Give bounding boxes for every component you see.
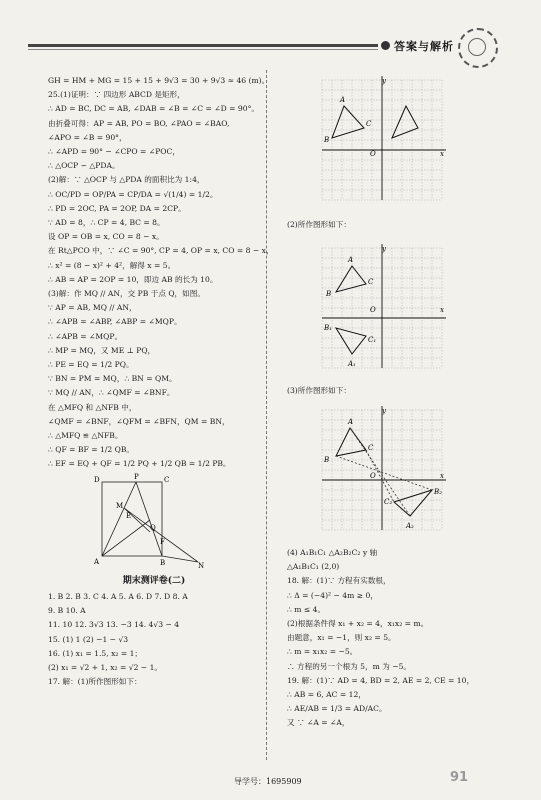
grid2-label: A₁ bbox=[348, 360, 356, 368]
grid3-label: C bbox=[368, 444, 374, 452]
grid3-label: O bbox=[370, 472, 376, 480]
text-line: ∠APO = ∠B = 90°， bbox=[48, 132, 127, 142]
grid2-label: x bbox=[440, 306, 444, 314]
text-line: ∴ AB = 6, AC = 12， bbox=[287, 690, 366, 700]
grid3-label: x bbox=[440, 472, 444, 480]
text-line: ∴ Δ = (−4)² − 4m ≥ 0， bbox=[287, 590, 378, 600]
fig25-label: Q bbox=[150, 524, 156, 532]
grid-2-lines bbox=[322, 244, 446, 368]
text-line: △A₁B₁C₁ (2,0) bbox=[287, 562, 340, 572]
text-line: 9. B 10. A bbox=[48, 606, 86, 616]
text-line: ∴ OC/PD = OP/PA = CP/DA = √(1/4) = 1/2。 bbox=[48, 189, 218, 199]
grid2-label: O bbox=[370, 306, 376, 314]
grid2-label: C₁ bbox=[368, 336, 377, 344]
text-line: ∴ PE = EQ = 1/2 PQ。 bbox=[48, 360, 134, 370]
text-line: ∵ MQ // AN，∴ ∠QMF = ∠BNF。 bbox=[48, 388, 175, 398]
fig25-label: E bbox=[126, 512, 132, 520]
text-line: ∴ MP = MQ，又 ME ⊥ PQ， bbox=[48, 345, 156, 355]
text-line: ∴ △OCP ∽ △PDA。 bbox=[48, 161, 120, 171]
text-line: (2)解：∵ △OCP 与 △PDA 的面积比为 1:4， bbox=[48, 175, 205, 185]
text-line: ∴ 方程的另一个根为 5，m 为 −5。 bbox=[287, 661, 412, 671]
fig25-diagram bbox=[88, 472, 208, 568]
text-line: ∵ AD = 8，∴ CP = 4, BC = 8。 bbox=[48, 218, 165, 228]
text-line: ∴ EF = EQ + QF = 1/2 PQ + 1/2 QB = 1/2 PB。 bbox=[48, 459, 231, 469]
text-line: GH = HM + MG = 15 + 15 + 9√3 = 30 + 9√3 ≈ 46 (m)。 bbox=[48, 76, 270, 85]
flower-logo-center-icon bbox=[468, 38, 486, 56]
footer-guide-number: 导学号：1695909 bbox=[234, 777, 302, 786]
text-line: 由折叠可得：AP = AB, PO = BO, ∠PAO = ∠BAO, bbox=[48, 118, 230, 128]
text-line: ∵ BN = PM = MQ，∴ BN = QM。 bbox=[48, 374, 177, 384]
grid1-label: y bbox=[382, 77, 386, 85]
grid3-label: A bbox=[348, 418, 354, 426]
text-line: 设 OP = OB = x, CO = 8 − x。 bbox=[48, 232, 164, 242]
text-line: 1. B 2. B 3. C 4. A 5. A 6. D 7. D 8. A bbox=[48, 591, 188, 601]
text-line: ∴ QF = BF = 1/2 QB。 bbox=[48, 445, 135, 455]
header-bullet-icon bbox=[381, 41, 390, 50]
fig25-line-bn bbox=[162, 556, 198, 562]
fig25-label: F bbox=[160, 538, 165, 546]
triangle-a1b1c1 bbox=[336, 328, 366, 354]
fig25-line-pb bbox=[136, 482, 162, 556]
grid3-label: C₂ bbox=[384, 498, 393, 506]
text-line: (2)根据条件得 x₁ + x₂ = 4，x₁x₂ = m。 bbox=[287, 619, 429, 629]
right-lines-rest bbox=[287, 546, 507, 731]
text-line: ∴ ∠APB = ∠MQP。 bbox=[48, 331, 123, 341]
fig25-label: N bbox=[198, 562, 205, 568]
header-rule bbox=[28, 44, 378, 47]
text-line: 11. 10 12. 3√3 13. −3 14. 4√3 − 4 bbox=[48, 620, 180, 630]
fig25-label: D bbox=[94, 476, 100, 484]
text-line: ∴ AE/AB = 1/3 = AD/AC。 bbox=[287, 704, 387, 714]
fig25-label: B bbox=[160, 559, 166, 567]
text-line: 又 ∵ ∠A = ∠A， bbox=[287, 718, 350, 728]
grid1-label: B bbox=[324, 136, 330, 144]
grid3-label: B bbox=[324, 456, 330, 464]
text-line: ∴ PD = 2OC, PA = 2OP, DA = 2CP。 bbox=[48, 203, 186, 213]
text-line: (4) A₁B₁C₁ △A₂B₂C₂ y 轴 bbox=[287, 548, 378, 557]
page-number: 91 bbox=[450, 770, 469, 785]
text-line: (2) x₁ = √2 + 1, x₂ = √2 − 1。 bbox=[48, 662, 163, 672]
text-line: ∴ x² = (8 − x)² + 4²，解得 x = 5。 bbox=[48, 260, 176, 270]
text-line: 17. 解：(1)所作图形如下： bbox=[48, 677, 142, 687]
header-rule-thin bbox=[28, 49, 378, 50]
grid1-label: O bbox=[370, 150, 376, 158]
fig25-label: M bbox=[116, 502, 124, 510]
left-lines-top bbox=[48, 74, 274, 472]
column-divider bbox=[266, 70, 267, 760]
text-line: ∴ ∠APB = ∠ABP, ∠ABP = ∠MQP。 bbox=[48, 317, 182, 327]
grid1-label: C bbox=[366, 120, 372, 128]
text-line: ∴ AD = BC, DC = AB, ∠DAB = ∠B = ∠C = ∠D = 90°。 bbox=[48, 104, 259, 114]
dashed-line-bb2 bbox=[336, 456, 432, 490]
grid3-label: A₂ bbox=[406, 522, 414, 530]
triangle-a2b2c2 bbox=[394, 490, 432, 516]
grid2-label: B₁ bbox=[324, 324, 332, 332]
grid3-label: B₂ bbox=[434, 488, 442, 496]
text-line: 16. (1) x₁ = 1.5, x₂ = 1； bbox=[48, 648, 143, 658]
grid-figure-2 bbox=[318, 244, 448, 374]
fig25-rect bbox=[102, 482, 162, 556]
grid1-label: A bbox=[340, 96, 346, 104]
text-line: 由题意，x₁ = −1，则 x₂ = 5。 bbox=[287, 633, 396, 643]
grid2-label: C bbox=[368, 278, 374, 286]
right-line-fig2-title: (2)所作图形如下： bbox=[287, 220, 351, 229]
grid1-label: x bbox=[440, 150, 444, 158]
text-line: 15. (1) 1 (2) −1 − √3 bbox=[48, 634, 129, 644]
grid-figure-1 bbox=[318, 76, 448, 206]
text-line: 在 △MFQ 和 △NFB 中， bbox=[48, 402, 137, 412]
text-line: ∴ ∠APD = 90° − ∠CPO = ∠POC， bbox=[48, 147, 180, 157]
triangle-reflected bbox=[392, 106, 418, 138]
triangle-abc bbox=[336, 428, 366, 456]
triangle-abc bbox=[332, 106, 364, 138]
text-line: ∴ m ≤ 4。 bbox=[287, 604, 326, 614]
fig25-label: C bbox=[164, 476, 170, 484]
grid-figure-3 bbox=[318, 406, 448, 536]
text-line: (3)解：作 MQ // AN，交 PB 于点 Q，如图。 bbox=[48, 289, 205, 299]
text-line: ∠QMF = ∠BNF，∠QFM = ∠BFN，QM = BN， bbox=[48, 416, 230, 426]
grid3-label: y bbox=[382, 407, 386, 415]
grid2-label: A bbox=[348, 256, 354, 264]
grid2-label: B bbox=[326, 290, 332, 298]
text-line: ∴ AB = AP = 2OP = 10，即边 AB 的长为 10。 bbox=[48, 274, 218, 284]
left-lines-bottom bbox=[48, 590, 260, 689]
text-line: ∴ m = x₁x₂ = −5。 bbox=[287, 647, 358, 657]
text-line: 18. 解：(1)∵ 方程有实数根， bbox=[287, 576, 391, 586]
text-line: 25.(1)证明：∵ 四边形 ABCD 是矩形， bbox=[48, 90, 185, 100]
header-title: 答案与解析 bbox=[394, 40, 454, 53]
right-line-fig3-title: (3)所作图形如下： bbox=[287, 386, 351, 395]
section-title: 期末测评卷(二) bbox=[122, 575, 186, 586]
text-line: ∵ AP = AB, MQ // AN， bbox=[48, 303, 137, 313]
grid-3-lines bbox=[322, 406, 446, 530]
fig25-label: P bbox=[134, 473, 139, 481]
text-line: ∴ △MFQ ≌ △NFB。 bbox=[48, 431, 123, 441]
text-line: 在 Rt△PCO 中，∵ ∠C = 90°, CP = 4, OP = x, CO = 8 − x， bbox=[48, 246, 274, 256]
text-line: 19. 解：(1)∵ AD = 4, BD = 2, AE = 2, CE = 10， bbox=[287, 675, 475, 685]
grid-1-lines bbox=[322, 76, 446, 200]
left-column bbox=[48, 74, 274, 689]
grid2-label: y bbox=[382, 245, 386, 253]
fig25-label: A bbox=[94, 558, 100, 566]
